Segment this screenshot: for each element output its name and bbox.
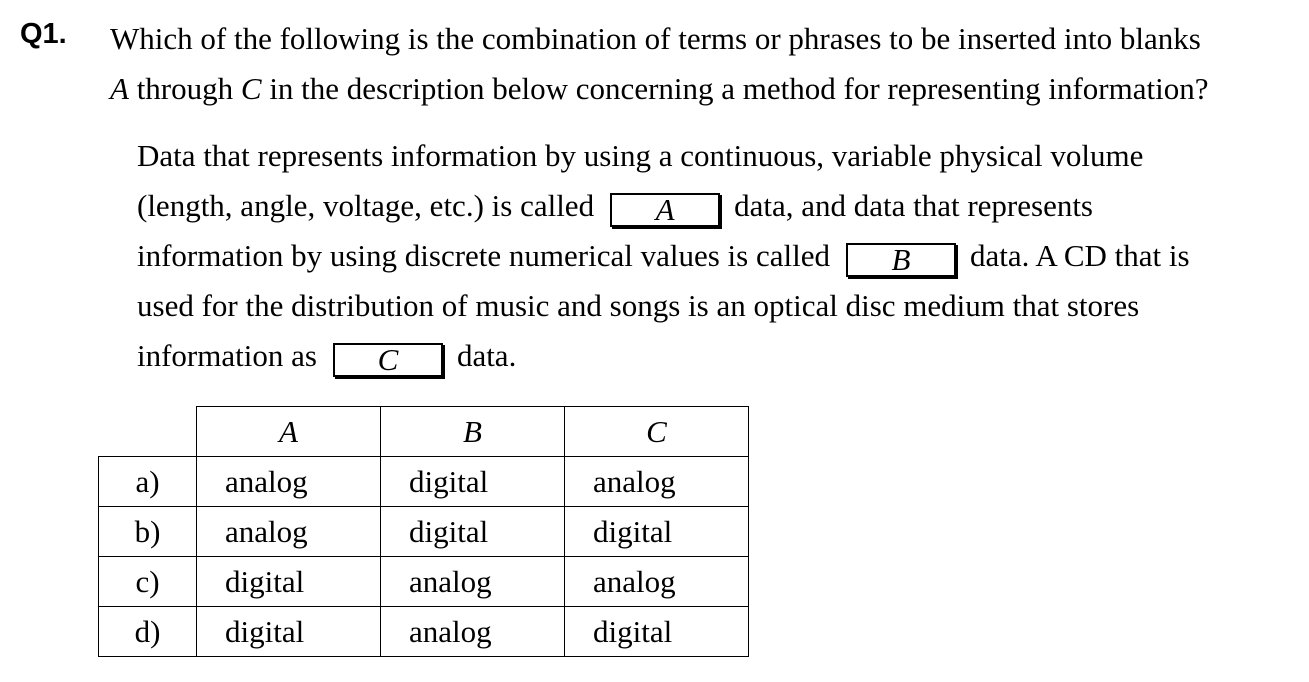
table-cell: analog [565, 557, 749, 607]
answer-table [98, 406, 749, 657]
table-header-row [99, 407, 749, 457]
passage-line-3-pre: information by using discrete numerical values is called [137, 238, 830, 273]
table-cell: digital [565, 607, 749, 657]
passage-line-2-post: data, and data that represents [734, 188, 1093, 223]
question-text-rest: in the description below concerning a method for representing information? [261, 71, 1209, 106]
table-cell: digital [565, 507, 749, 557]
table-cell: analog [197, 507, 381, 557]
blank-b: B [846, 243, 956, 277]
passage-line-5 [137, 331, 1297, 381]
table-row [99, 607, 749, 657]
passage [137, 131, 1297, 381]
table-cell: digital [197, 607, 381, 657]
table-cell: analog [565, 457, 749, 507]
question-var-c: C [240, 71, 262, 106]
passage-line-2-pre: (length, angle, voltage, etc.) is called [137, 188, 595, 223]
passage-line-5-pre: information as [137, 338, 317, 373]
table-cell: analog [197, 457, 381, 507]
passage-line-5-post: data. [456, 338, 517, 373]
question-number: Q1. [20, 18, 67, 50]
table-row [99, 557, 749, 607]
question-line-1: Which of the following is the combination of terms or phrases to be inserted into blanks [110, 21, 1201, 56]
passage-line-2 [137, 181, 1297, 231]
option-label: c) [99, 557, 197, 607]
option-label: a) [99, 457, 197, 507]
blank-a: A [610, 193, 720, 227]
table-row [99, 507, 749, 557]
table-cell: digital [197, 557, 381, 607]
column-header-b: B [381, 407, 565, 457]
passage-line-3-post: data. A CD that is [970, 238, 1190, 273]
blank-c: C [333, 343, 443, 377]
table-cell: digital [381, 507, 565, 557]
passage-line-4: used for the distribution of music and songs is an optical disc medium that stores [137, 288, 1140, 323]
table-cell: analog [381, 557, 565, 607]
question-var-a: A [110, 71, 129, 106]
passage-line-3 [137, 231, 1297, 281]
question-text [110, 14, 1300, 114]
column-header-c: C [565, 407, 749, 457]
option-label: b) [99, 507, 197, 557]
table-corner [99, 407, 197, 457]
table-cell: analog [381, 607, 565, 657]
column-header-a: A [197, 407, 381, 457]
table-cell: digital [381, 457, 565, 507]
passage-line-1: Data that represents information by using a continuous, variable physical volume [137, 138, 1144, 173]
question-line-2 [110, 64, 1300, 114]
table-row [99, 457, 749, 507]
option-label: d) [99, 607, 197, 657]
question-text-through: through [128, 71, 241, 106]
